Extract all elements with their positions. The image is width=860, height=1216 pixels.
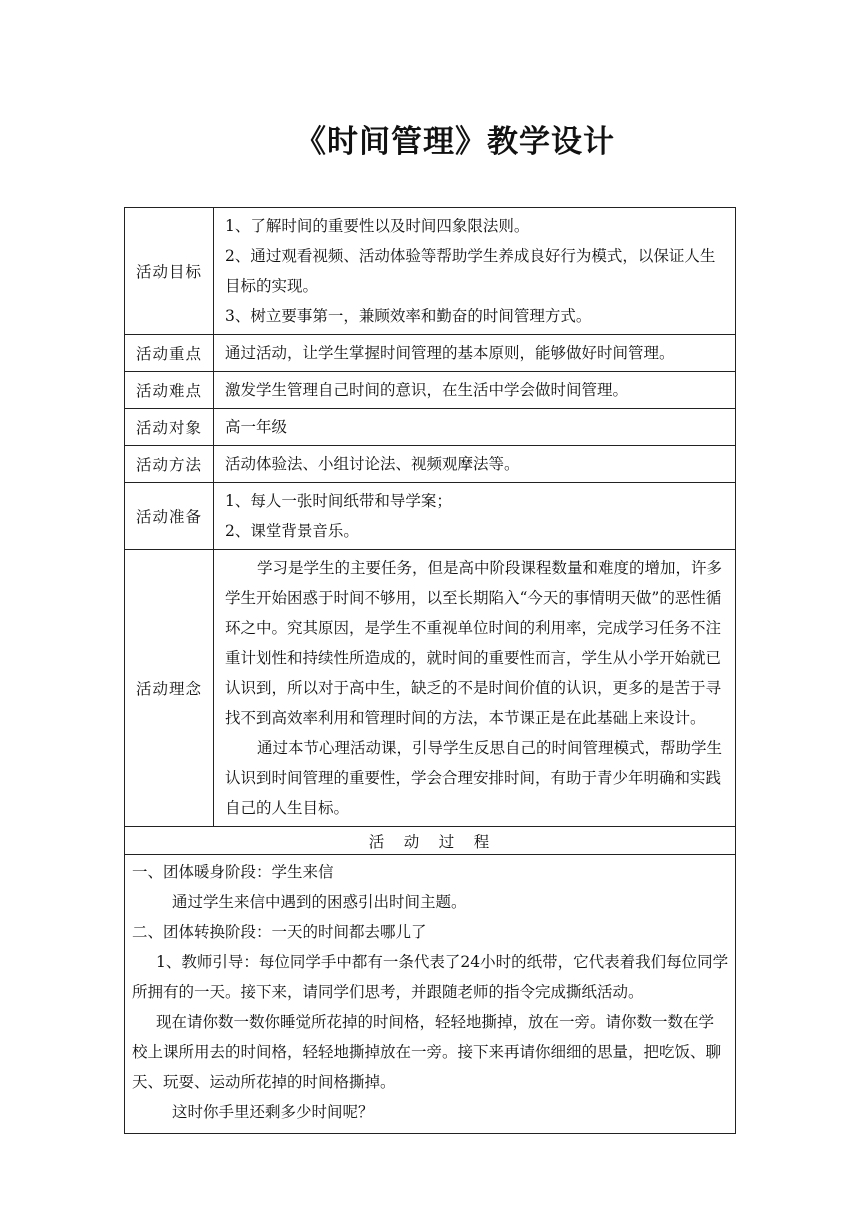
row-goal [125,208,736,335]
row-prep [125,483,736,550]
stage2-paragraph-1: 1、教师引导：每位同学手中都有一条代表了24小时的纸带，它代表着我们每位同学所拥有的一天。接下来，请同学们思考，并跟随老师的指令完成撕纸活动。 [132,953,729,1001]
content-difficulty: 激发学生管理自己时间的意识，在生活中学会做时间管理。 [214,372,736,409]
label-difficulty: 活动难点 [125,372,214,409]
process-heading: 活 动 过 程 [125,827,736,855]
goal-line-3: 3、树立要事第一，兼顾效率和勤奋的时间管理方式。 [225,307,592,325]
row-target [125,409,736,446]
content-prep [214,483,736,550]
stage1-title: 一、团体暖身阶段：学生来信 [132,863,334,881]
concept-paragraph-2: 通过本节心理活动课，引导学生反思自己的时间管理模式，帮助学生认识到时间管理的重要性，学会合理安排时间，有助于青少年明确和实践自己的人生目标。 [225,739,723,817]
content-method: 活动体验法、小组讨论法、视频观摩法等。 [214,446,736,483]
row-difficulty [125,372,736,409]
stage2-paragraph-3: 这时你手里还剩多少时间呢？ [172,1103,374,1121]
content-target: 高一年级 [214,409,736,446]
stage1-text: 通过学生来信中遇到的困惑引出时间主题。 [172,893,467,911]
process-content [125,855,736,1134]
label-concept: 活动理念 [125,550,214,827]
row-process-heading [125,827,736,855]
label-method: 活动方法 [125,446,214,483]
label-focus: 活动重点 [125,335,214,372]
row-concept [125,550,736,827]
goal-line-2: 2、通过观看视频、活动体验等帮助学生养成良好行为模式，以保证人生目标的实现。 [225,247,716,295]
row-process [125,855,736,1134]
content-concept [214,550,736,827]
prep-line-2: 2、课堂背景音乐。 [225,522,359,540]
goal-line-1: 1、了解时间的重要性以及时间四象限法则。 [225,217,530,235]
concept-paragraph-1: 学习是学生的主要任务，但是高中阶段课程数量和难度的增加，许多学生开始困惑于时间不够用，以至长期陷入“今天的事情明天做”的恶性循环之中。究其原因，是学生不重视单位时间的利用率，完成学习任务不注重计划性和持续性所造成的，就时间的重要性而言，学生从小学开始就已认识到，所以对于高中生，缺乏的不是时间价值的认识，更多的是苦于寻找不到高效率利用和管理时间的方法，本节课正是在此基础上来设计。 [225,559,723,727]
lesson-plan-table [124,207,736,1134]
stage2-title: 二、团体转换阶段：一天的时间都去哪儿了 [132,923,427,941]
page-title: 《时间管理》教学设计 [295,124,615,160]
prep-line-1: 1、每人一张时间纸带和导学案； [225,492,452,510]
content-focus: 通过活动，让学生掌握时间管理的基本原则，能够做好时间管理。 [214,335,736,372]
label-target: 活动对象 [125,409,214,446]
stage2-paragraph-2: 现在请你数一数你睡觉所花掉的时间格，轻轻地撕掉，放在一旁。请你数一数在学校上课所用去的时间格，轻轻地撕掉放在一旁。接下来再请你细细的思量，把吃饭、聊天、玩耍、运动所花掉的时间格撕掉。 [132,1013,722,1091]
label-prep: 活动准备 [125,483,214,550]
row-focus [125,335,736,372]
content-goal [214,208,736,335]
label-goal: 活动目标 [125,208,214,335]
row-method [125,446,736,483]
